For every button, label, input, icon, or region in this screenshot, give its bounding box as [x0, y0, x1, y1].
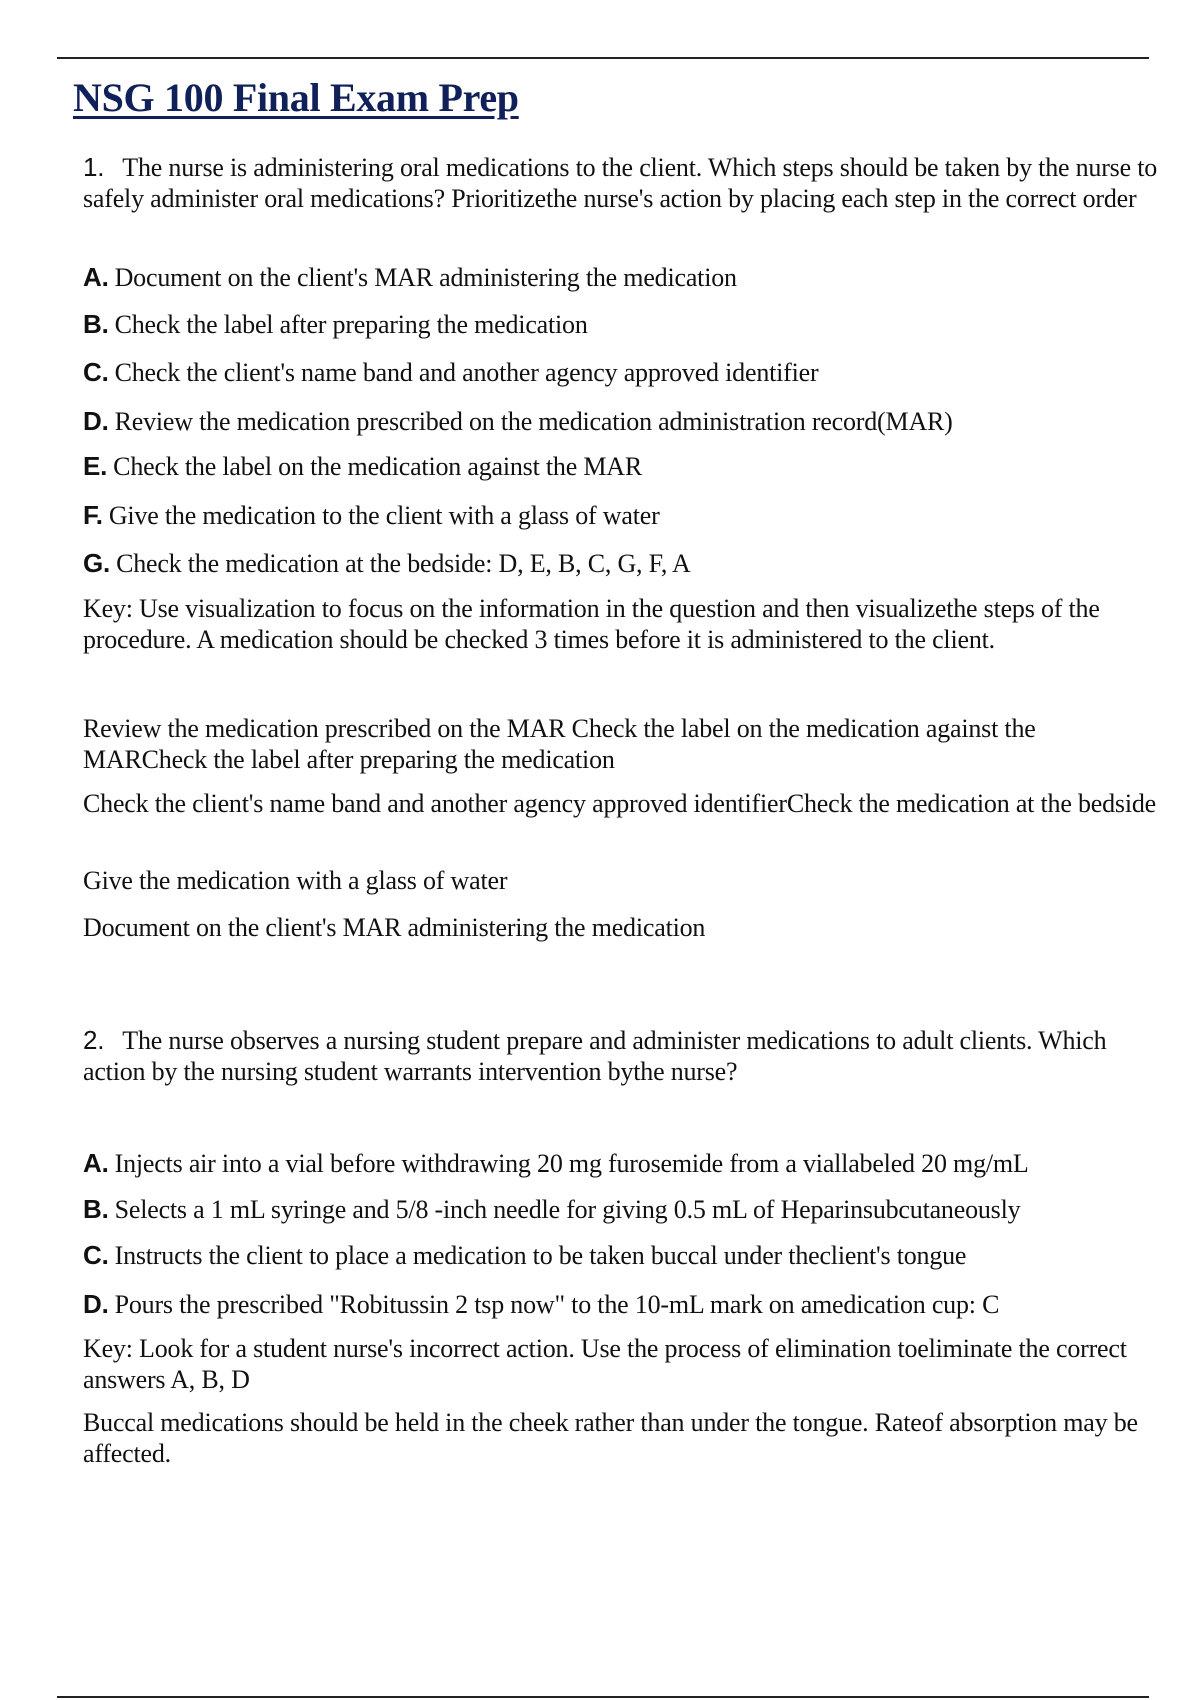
bottom-rule: [57, 1696, 1149, 1698]
question-number: 2.: [83, 1025, 105, 1055]
answer-key-1: Key: Use visualization to focus on the information in the question and then visualizethe steps of the procedure. A medication should be checked 3 times before it is administered to the client.: [83, 594, 1100, 654]
rationale-1-3: Give the medication with a glass of water: [83, 866, 508, 895]
question-text: The nurse is administering oral medications to the client. Which steps should be taken by the nurse to safely administer oral medications? Prioritizethe nurse's action by placing each step in the correct order: [83, 153, 1158, 213]
option-1a: A. Document on the client's MAR administering the medication: [83, 262, 737, 292]
option-1d: D. Review the medication prescribed on the medication administration record(MAR): [83, 406, 953, 436]
option-2c: C. Instructs the client to place a medication to be taken buccal under theclient's tongue: [83, 1240, 967, 1270]
option-1c: C. Check the client's name band and another agency approved identifier: [83, 357, 819, 387]
page-title: NSG 100 Final Exam Prep: [73, 75, 519, 120]
question-text: The nurse observes a nursing student prepare and administer medications to adult clients. Which action by the nursing student warrants intervention bythe nurse?: [83, 1026, 1107, 1086]
option-1b: B. Check the label after preparing the medication: [83, 309, 588, 339]
option-1g: G. Check the medication at the bedside: D, E, B, C, G, F, A: [83, 548, 691, 578]
question-1: [83, 152, 1163, 214]
question-2: [83, 1025, 1163, 1087]
rationale-1-1: Review the medication prescribed on the MAR Check the label on the medication against the MARCheck the label after preparing the medication: [83, 714, 1036, 774]
rationale-1-4: Document on the client's MAR administering the medication: [83, 913, 706, 942]
option-2b: B. Selects a 1 mL syringe and 5/8 -inch needle for giving 0.5 mL of Heparinsubcutaneously: [83, 1194, 1021, 1224]
option-1e: E. Check the label on the medication against the MAR: [83, 451, 643, 481]
rationale-2-1: Buccal medications should be held in the cheek rather than under the tongue. Rateof absorption may be affected.: [83, 1408, 1138, 1468]
question-number: 1.: [83, 152, 105, 182]
option-2d: D. Pours the prescribed "Robitussin 2 tsp now" to the 10-mL mark on amedication cup: C: [83, 1289, 1000, 1319]
option-2a: A. Injects air into a vial before withdrawing 20 mg furosemide from a viallabeled 20 mg/mL: [83, 1148, 1029, 1178]
answer-key-2: Key: Look for a student nurse's incorrect action. Use the process of elimination toeliminate the correct answers A, B, D: [83, 1334, 1127, 1394]
option-1f: F. Give the medication to the client with a glass of water: [83, 500, 660, 530]
rationale-1-2: Check the client's name band and another agency approved identifierCheck the medication at the bedside: [83, 789, 1156, 818]
top-rule: [57, 57, 1149, 59]
